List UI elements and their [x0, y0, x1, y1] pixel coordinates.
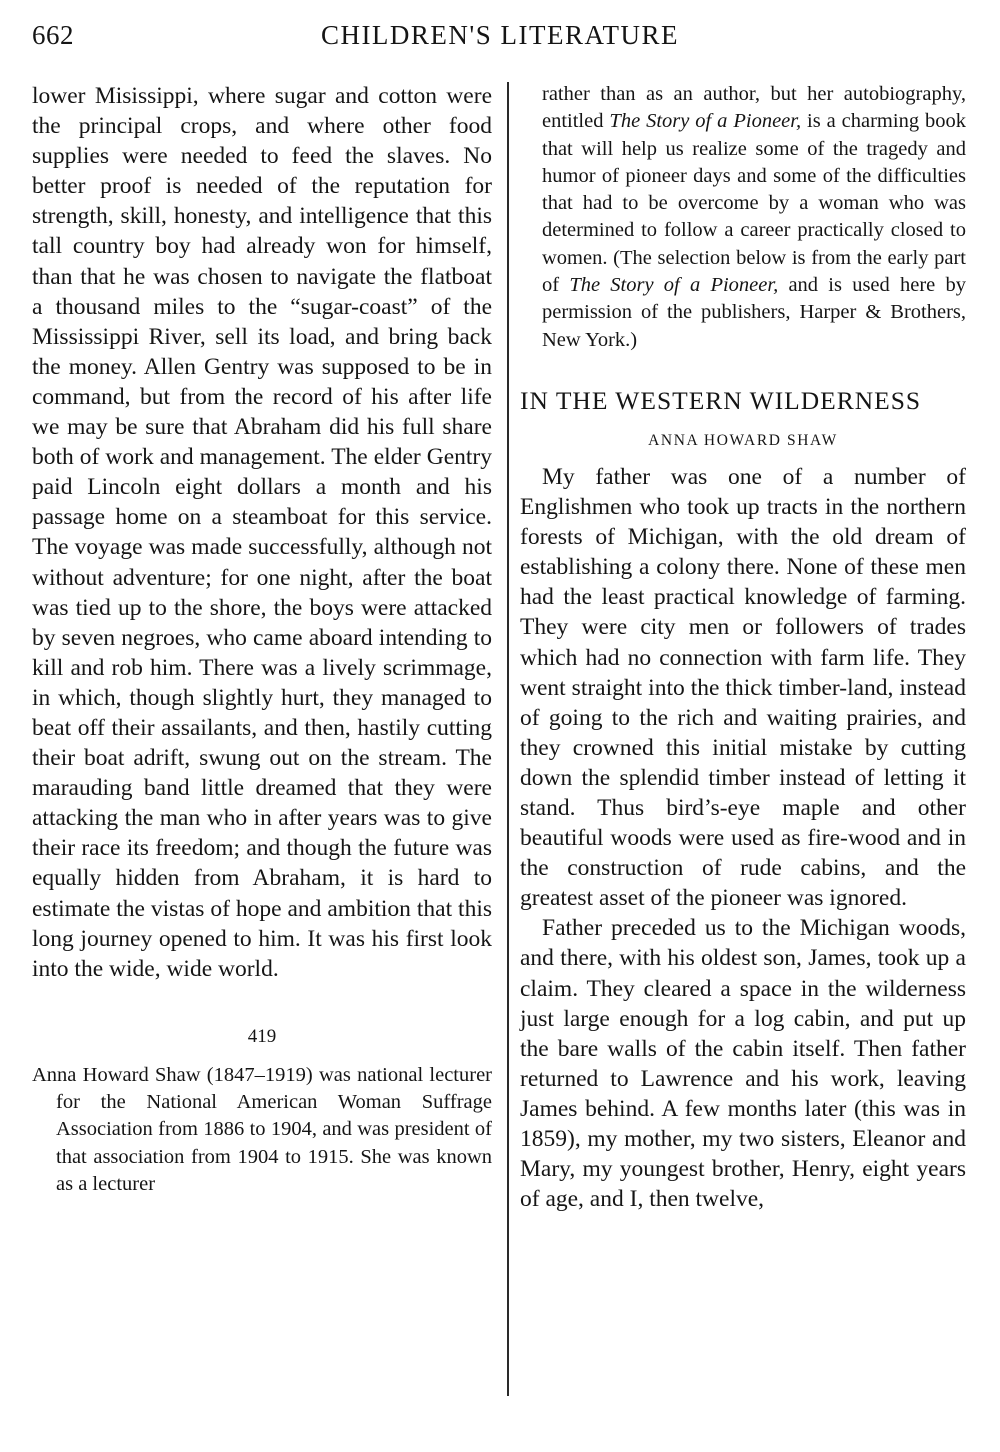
author-introduction [520, 81, 966, 354]
footnote-marker: 419 [247, 1025, 277, 1047]
byline: ANNA HOWARD SHAW [648, 431, 838, 449]
left-column [32, 81, 492, 1198]
right-paragraph-2: Father preceded us to the Michigan woods, and there, with his oldest son, James, took up a claim. They cleared a space in the wilderness just large enough for a log cabin, and put up the bare walls of the cabin itself. Then father returned to Lawrence and his work, leaving James behind. A few months later (this was in 1859), my mother, my two sisters, Eleanor and Mary, my youngest brother, Henry, eight years of age, and I, then twelve, [520, 915, 966, 1213]
running-head: CHILDREN'S LITERATURE [320, 20, 680, 50]
intro-book-title-2: The Story of a Pioneer, [569, 274, 779, 297]
section-title: IN THE WESTERN WILDERNESS [520, 385, 922, 415]
selection-body [520, 462, 966, 1214]
left-paragraph-1: lower Misissippi, where sugar and cotton were the principal crops, and where other food supplies were needed to feed the slaves. No better proof is needed of the reputation for strength, skill, honesty, and intelligence that this tall country boy had already won for himself, than that he was chosen to navigate the flatboat a thousand miles to the “sugar-coast” of the Mississippi River, sell its load, and bring back the money. Allen Gentry was supposed to be in command, but from the record of his after life we may be sure that Abraham did his full share both of work and management. The elder Gentry paid Lincoln eight dollars a month and his passage home on a steamboat for this service. The voyage was made successfully, although not without adventure; for one night, after the boat was tied up to the shore, the boys were attacked by seven negroes, who came aboard intending to kill and rob him. There was a lively scrimmage, in which, though slightly hurt, they managed to beat off their assailants, and then, hastily cutting their boat adrift, swung out on the stream. The marauding band little dreamed that they were attacking the man who in after years was to give their race its freedom; and though the future was equally hidden from Abraham, it is hard to estimate the vistas of hope and ambition that this long journey opened to him. It was his first look into the wide, wide world. [32, 83, 492, 982]
footnote [32, 1062, 492, 1198]
right-paragraph-1: My father was one of a number of Englishmen who took up tracts in the northern forests of Michigan, with the old dream of establishing a colony there. None of these men had the least practical knowledge of farming. They were city men or followers of trades which had no connection with farm life. They went straight into the thick timber-land, instead of going to the rich and waiting prairies, and they crowned this initial mistake by cutting down the splendid timber instead of letting it stand. Thus bird’s-eye maple and other beautiful woods were used as fire-wood and in the construction of rude cabins, and the greatest asset of the pioneer was ignored. [520, 463, 966, 912]
column-divider [507, 82, 509, 1396]
page-number: 662 [32, 20, 74, 50]
intro-book-title-1: The Story of a Pioneer, [609, 110, 802, 133]
intro-part-3: and is used here by permission of the publishers, Harper & Brothers, New York.) [542, 274, 967, 351]
right-column [520, 81, 966, 1214]
intro-text [520, 81, 966, 354]
page-header [0, 20, 1000, 60]
footnote-text: Anna Howard Shaw (1847–1919) was national lecturer for the National American Woman Suffrage Association from 1886 to 1904, and was president of that association from 1904 to 1915. She was known as a lecturer [32, 1063, 492, 1195]
intro-part-1: rather than as an author, but her autobiography, entitled [542, 83, 966, 133]
intro-part-2: is a charming book that will help us realize some of the tragedy and humor of pioneer days and some of the difficulties that had to be overcome by a woman who was determined to follow a career practically closed to women. (The selection below is from the early part of [542, 110, 967, 297]
